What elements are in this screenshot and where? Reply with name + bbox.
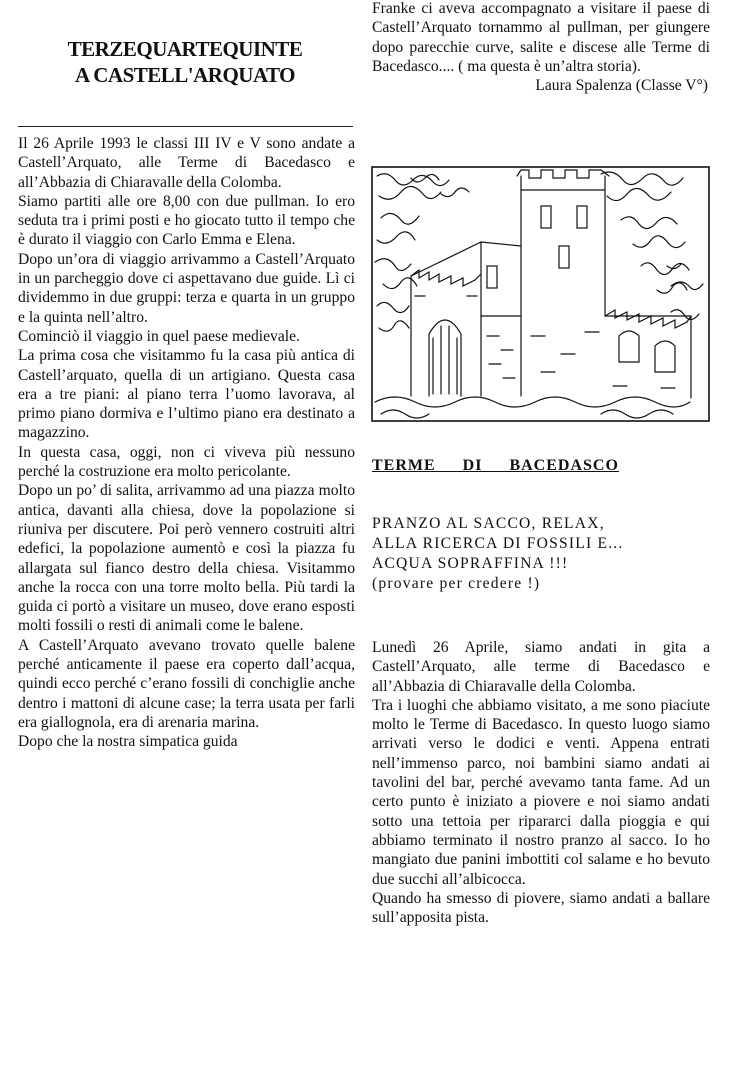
article-paragraph: Siamo partiti alle ore 8,00 con due pullman. Io ero seduta tra i primi posti e ho giocato tutto il tempo che è durato il viaggio con Carlo Emma e Elena. <box>18 192 355 249</box>
article-title-line-1: TERZEQUARTEQUINTE <box>67 37 303 61</box>
article-paragraph: Cominciò il viaggio in quel paese medievale. <box>18 327 300 345</box>
subtitle-line: ACQUA SOPRAFFINA !!! <box>372 555 569 572</box>
article-paragraph: In questa casa, oggi, non ci viveva più nessuno perché la costruzione era molto pericolante. <box>18 443 355 481</box>
article-paragraph: La prima cosa che visitammo fu la casa più antica di Castell’arquato, quella di un artigiano. Questa casa era a tre piani: al piano terra l’uomo lavorava, al primo piano dormiva e l’ultimo piano era destinato a magazzino. <box>18 347 355 442</box>
subtitle-line: (provare per credere !) <box>372 575 541 592</box>
subtitle-line: PRANZO AL SACCO, RELAX, <box>372 515 605 532</box>
article-paragraph: Il 26 Aprile 1993 le classi III IV e V sono andate a Castell’Arquato, alle Terme di Bacedasco e all’Abbazia di Chiaravalle della Colomba. <box>18 135 355 191</box>
section-subtitle <box>372 514 712 594</box>
section-paragraph: Lunedì 26 Aprile, siamo andati in gita a Castell’Arquato, alle terme di Bacedasco e all’Abbazia di Chiaravalle della Colomba. <box>372 639 710 695</box>
article-paragraph: A Castell’Arquato avevano trovato quelle balene perché anticamente il paese era coperto dall’acqua, quindi ecco perché c’erano fossili di conchiglie anche dentro i mattoni di alcune case; la terra usata per farli era giallognola, era di arenaria marina. <box>18 636 355 731</box>
article-left-column <box>18 134 355 752</box>
article-paragraph: Dopo un po’ di salita, arrivammo ad una piazza molto antica, davanti alla chiesa, dove la popolazione si riuniva per discutere. Poi però vennero costruiti altri edefici, la popolazione aumentò e così la piazza fu allargata sul fianco destro della chiesa. Visitammo anche la rocca con una torre molto bella. Più tardi la guida ci portò a visitare un museo, dove erano esposti molti fossili o resti di animali come le balene. <box>18 482 355 635</box>
section-paragraph: Quando ha smesso di piovere, siamo andati a ballare sull’apposita pista. <box>372 889 710 927</box>
article-continuation-text: Franke ci aveva accompagnato a visitare il paese di Castell’Arquato tornammo al pullman, per giungere dopo parecchie curve, salite e discese alle Terme di Bacedasco.... ( ma questa è un’altra storia). <box>372 0 710 75</box>
article-title <box>30 36 340 88</box>
title-divider <box>18 126 353 127</box>
article-signature: Laura Spalenza (Classe V°) <box>535 77 708 95</box>
section-body <box>372 638 710 927</box>
castle-illustration <box>371 166 710 422</box>
section-paragraph: Tra i luoghi che abbiamo visitato, a me sono piaciute molto le Terme di Bacedasco. In questo luogo siamo arrivati verso le dodici e venti. Appena entrati nell’immenso parco, noi bambini siamo andati ai tavolini del bar, perché avevamo tanta fame. Ad un certo punto è iniziato a piovere e noi siamo andati sotto una tettoia per ripararci dalla pioggia e qui abbiamo terminato il nostro pranzo al sacco. Io ho mangiato due panini imbottiti col salame e ho bevuto due succhi all’albicocca. <box>372 696 710 888</box>
article-right-continuation <box>372 0 710 95</box>
article-title-line-2: A CASTELL'ARQUATO <box>74 63 296 87</box>
section-heading: TERME DI BACEDASCO <box>372 457 619 474</box>
article-paragraph: Dopo che la nostra simpatica guida <box>18 733 238 751</box>
article-paragraph: Dopo un’ora di viaggio arrivammo a Castell’Arquato in un parcheggio dove ci aspettavano due guide. Lì ci dividemmo in due gruppi: terza e quarta in un gruppo e la quinta nell’altro. <box>18 250 355 326</box>
subtitle-line: ALLA RICERCA DI FOSSILI E... <box>372 535 624 552</box>
